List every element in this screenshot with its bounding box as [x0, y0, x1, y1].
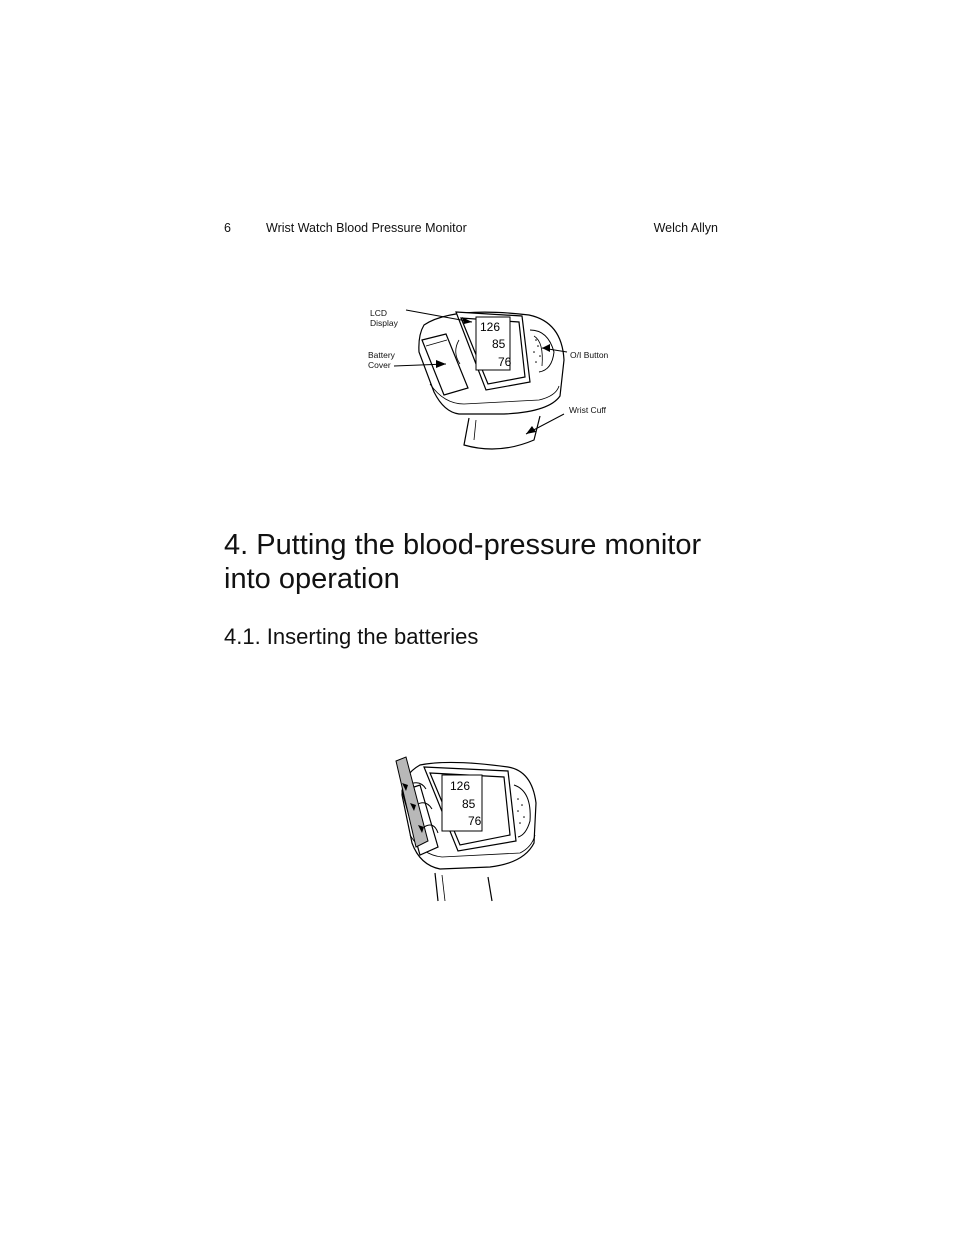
section-heading: 4. Putting the blood-pressure monitor into operation [224, 529, 702, 595]
callout-lcd-display: LCD Display [370, 308, 398, 328]
battery-insertion-illustration [380, 755, 550, 905]
lcd-pulse-value: 76 [468, 814, 482, 828]
lcd-pulse-value: 76 [498, 355, 512, 369]
monitor-illustration [364, 300, 614, 456]
running-title: Wrist Watch Blood Pressure Monitor [266, 221, 467, 235]
monitor-labeled-diagram [364, 300, 614, 456]
lcd-systolic-value: 126 [480, 320, 501, 334]
subsection-heading: 4.1. Inserting the batteries [224, 624, 479, 649]
brand-name: Welch Allyn [653, 221, 718, 235]
page-number: 6 [224, 221, 231, 235]
lcd-systolic-value: 126 [450, 779, 471, 793]
page-header [224, 221, 718, 239]
lcd-diastolic-value: 85 [462, 797, 476, 811]
callout-oi-button: O/I Button [570, 350, 609, 360]
callout-battery-cover: Battery Cover [368, 350, 395, 370]
lcd-diastolic-value: 85 [492, 337, 506, 351]
callout-wrist-cuff: Wrist Cuff [569, 405, 606, 415]
